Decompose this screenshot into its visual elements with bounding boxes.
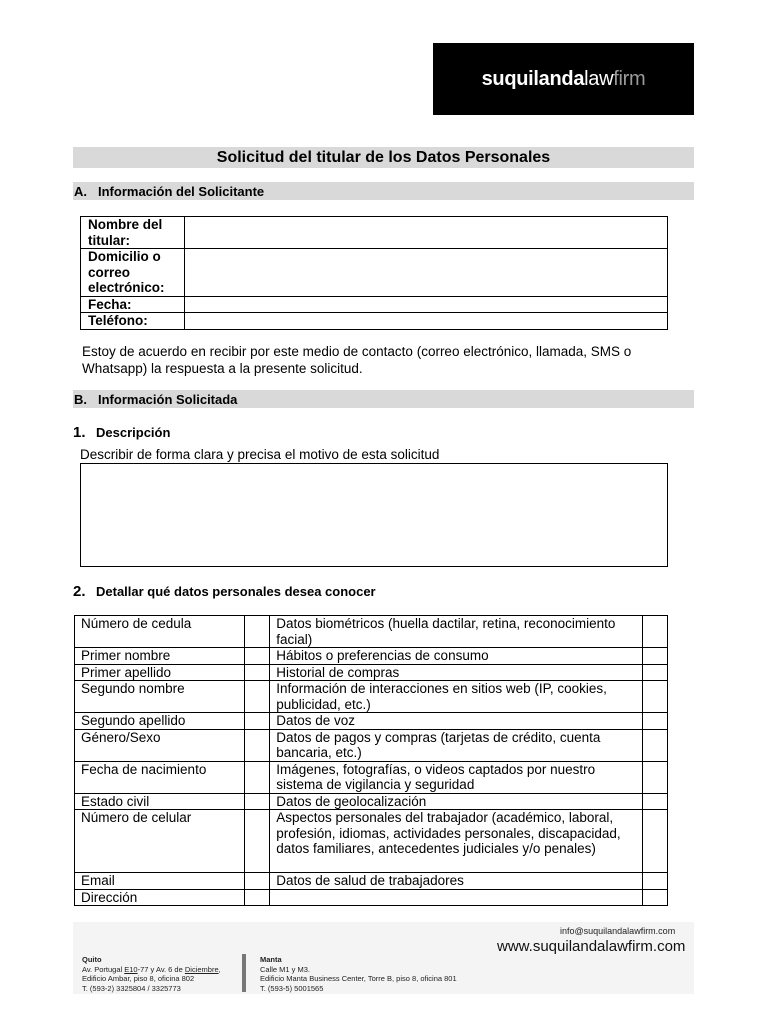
logo-text-part1: suquilanda xyxy=(481,67,585,90)
data-item-left: Primer nombre xyxy=(75,648,245,665)
footer-quito-phone: T. (593-2) 3325804 / 3325773 xyxy=(82,984,181,994)
footer-manta-line2: Edificio Manta Business Center, Torre B, piso 8, oficina 801 xyxy=(260,974,457,984)
footer-quito-line1: Av. Portugal E10-77 y Av. 6 de Diciembre, xyxy=(82,964,221,974)
description-instruction: Describir de forma clara y precisa el motivo de esta solicitud xyxy=(80,447,440,462)
footer-website-link[interactable]: www.suquilandalawfirm.com xyxy=(497,938,686,955)
data-item-left: Primer apellido xyxy=(75,664,245,681)
section-b-title: Información Solicitada xyxy=(98,391,238,407)
applicant-name-field[interactable] xyxy=(185,217,668,249)
subsection-2-number: 2. xyxy=(73,583,86,600)
table-row xyxy=(75,681,668,713)
applicant-date-field[interactable] xyxy=(185,296,668,313)
applicant-label-name: Nombre del titular: xyxy=(81,217,185,249)
data-checkbox-right[interactable] xyxy=(642,793,667,810)
table-row xyxy=(75,793,668,810)
data-item-left: Segundo nombre xyxy=(75,681,245,713)
table-row xyxy=(75,873,668,890)
data-item-right: Aspectos personales del trabajador (académico, laboral, profesión, idiomas, actividades personales, discapacidad, datos familiares, antecedentes judiciales y/o penales) xyxy=(270,810,643,873)
table-row xyxy=(75,761,668,793)
data-item-right: Datos biométricos (huella dactilar, retina, reconocimiento facial) xyxy=(270,616,643,648)
applicant-label-address: Domicilio o correo electrónico: xyxy=(81,249,185,297)
subsection-2-heading xyxy=(73,583,376,600)
table-row xyxy=(75,889,668,906)
data-item-right: Hábitos o preferencias de consumo xyxy=(270,648,643,665)
footer-quito-city: Quito xyxy=(82,955,102,964)
data-item-left: Dirección xyxy=(75,889,245,906)
footer-manta-city: Manta xyxy=(260,955,282,964)
data-checkbox-left[interactable] xyxy=(245,793,270,810)
data-checkbox-left[interactable] xyxy=(245,713,270,730)
applicant-phone-field[interactable] xyxy=(185,313,668,330)
subsection-1-number: 1. xyxy=(73,424,86,441)
data-item-right: Datos de salud de trabajadores xyxy=(270,873,643,890)
data-checkbox-left[interactable] xyxy=(245,761,270,793)
table-row xyxy=(75,648,668,665)
data-checkbox-right[interactable] xyxy=(642,681,667,713)
data-item-right xyxy=(270,889,643,906)
applicant-address-field[interactable] xyxy=(185,249,668,297)
applicant-row-phone xyxy=(81,313,668,330)
applicant-label-phone: Teléfono: xyxy=(81,313,185,330)
footer-manta-line1: Calle M1 y M3. xyxy=(260,964,311,974)
data-checkbox-left[interactable] xyxy=(245,810,270,873)
data-checkbox-right[interactable] xyxy=(642,873,667,890)
data-checkbox-right[interactable] xyxy=(642,810,667,873)
data-item-left: Género/Sexo xyxy=(75,729,245,761)
footer-quito-address xyxy=(82,955,221,994)
data-checkbox-right[interactable] xyxy=(642,616,667,648)
data-item-right: Historial de compras xyxy=(270,664,643,681)
section-a-letter: A. xyxy=(74,183,87,199)
applicant-label-date: Fecha: xyxy=(81,296,185,313)
section-a-header xyxy=(73,182,694,200)
subsection-2-title: Detallar qué datos personales desea conocer xyxy=(96,584,376,599)
footer-manta-phone: T. (593-5) 5001565 xyxy=(260,984,324,994)
data-checkbox-left[interactable] xyxy=(245,889,270,906)
data-item-left: Segundo apellido xyxy=(75,713,245,730)
section-b-letter: B. xyxy=(74,391,87,407)
data-item-left: Estado civil xyxy=(75,793,245,810)
applicant-info-table xyxy=(80,216,668,330)
data-checkbox-right[interactable] xyxy=(642,664,667,681)
table-row xyxy=(75,729,668,761)
data-item-left: Número de cedula xyxy=(75,616,245,648)
table-row xyxy=(75,713,668,730)
applicant-row-address xyxy=(81,249,668,297)
document-title: Solicitud del titular de los Datos Personales xyxy=(73,147,694,168)
data-item-right: Información de interacciones en sitios web (IP, cookies, publicidad, etc.) xyxy=(270,681,643,713)
logo-text-part2: law xyxy=(584,67,614,90)
personal-data-table xyxy=(74,615,668,906)
applicant-row-date xyxy=(81,296,668,313)
data-checkbox-left[interactable] xyxy=(245,729,270,761)
data-item-right: Datos de pagos y compras (tarjetas de crédito, cuenta bancaria, etc.) xyxy=(270,729,643,761)
data-item-left: Fecha de nacimiento xyxy=(75,761,245,793)
data-item-right: Imágenes, fotografías, o videos captados por nuestro sistema de vigilancia y seguridad xyxy=(270,761,643,793)
data-checkbox-left[interactable] xyxy=(245,664,270,681)
data-checkbox-right[interactable] xyxy=(642,729,667,761)
subsection-1-title: Descripción xyxy=(96,425,171,440)
section-a-title: Información del Solicitante xyxy=(98,183,265,199)
data-item-left: Email xyxy=(75,873,245,890)
data-checkbox-left[interactable] xyxy=(245,681,270,713)
table-row xyxy=(75,664,668,681)
data-checkbox-right[interactable] xyxy=(642,648,667,665)
data-checkbox-right[interactable] xyxy=(642,761,667,793)
subsection-1-heading xyxy=(73,424,170,441)
consent-text: Estoy de acuerdo en recibir por este medio de contacto (correo electrónico, llamada, SMS o Whatsapp) la respuesta a la presente solicitud. xyxy=(82,344,632,376)
data-item-right: Datos de voz xyxy=(270,713,643,730)
footer-email-link[interactable]: info@suquilandalawfirm.com xyxy=(560,926,676,936)
section-b-header xyxy=(73,390,694,408)
data-checkbox-right[interactable] xyxy=(642,713,667,730)
data-item-right: Datos de geolocalización xyxy=(270,793,643,810)
logo-text-part3: firm xyxy=(613,67,646,90)
description-textarea[interactable] xyxy=(80,463,668,567)
data-item-left: Número de celular xyxy=(75,810,245,873)
table-row xyxy=(75,810,668,873)
footer-manta-address xyxy=(260,955,457,994)
data-checkbox-left[interactable] xyxy=(245,873,270,890)
applicant-row-name xyxy=(81,217,668,249)
data-checkbox-left[interactable] xyxy=(245,648,270,665)
company-logo xyxy=(433,43,694,115)
footer-divider xyxy=(242,954,246,992)
footer-quito-line2: Edificio Ambar, piso 8, oficina 802 xyxy=(82,974,195,984)
data-checkbox-right[interactable] xyxy=(642,889,667,906)
table-row xyxy=(75,616,668,648)
data-checkbox-left[interactable] xyxy=(245,616,270,648)
